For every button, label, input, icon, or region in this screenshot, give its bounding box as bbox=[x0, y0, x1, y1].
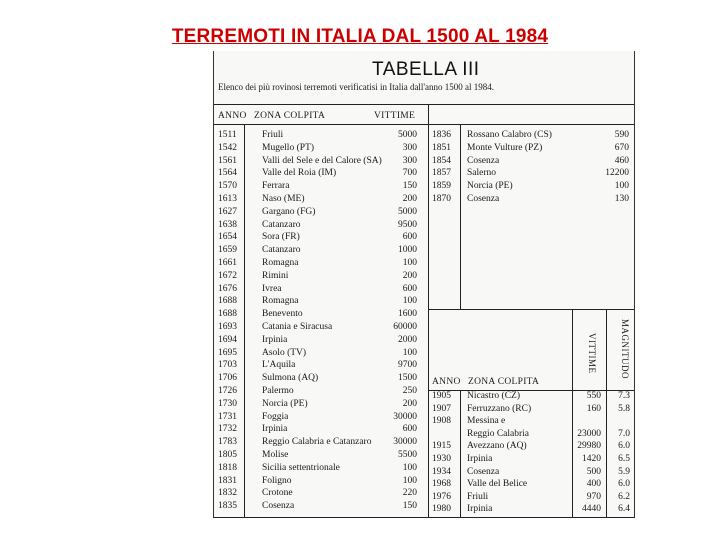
cell-zona: Friuli bbox=[467, 491, 489, 502]
header-magnitudo-vertical: MAGNITUDO bbox=[620, 319, 630, 379]
rule-middle bbox=[428, 104, 429, 517]
cell-magnitudo: 5.8 bbox=[618, 403, 630, 414]
cell-zona: Cosenza bbox=[467, 466, 500, 477]
cell-vittime: 100 bbox=[402, 347, 417, 358]
rule-header-bottom bbox=[214, 124, 634, 125]
cell-vittime: 1420 bbox=[582, 454, 601, 464]
cell-vittime: 100 bbox=[402, 258, 417, 268]
cell-vittime: 700 bbox=[402, 168, 417, 179]
cell-vittime: 5000 bbox=[398, 206, 417, 217]
cell-zona: Cosenza bbox=[467, 194, 500, 204]
header-vittime-vertical: VITTIME bbox=[587, 333, 597, 374]
cell-zona: Cosenza bbox=[262, 501, 295, 512]
cell-vittime: 9700 bbox=[398, 360, 417, 371]
cell-zona: Gargano (FG) bbox=[262, 206, 316, 217]
cell-vittime: 250 bbox=[402, 386, 417, 396]
cell-anno: 1703 bbox=[218, 360, 237, 371]
cell-zona: Salerno bbox=[467, 168, 497, 179]
cell-zona: Messina e bbox=[467, 416, 506, 427]
rule-left-anno bbox=[244, 124, 245, 517]
header-zona-modern: ZONA COLPITA bbox=[468, 377, 540, 387]
cell-anno: 1908 bbox=[432, 416, 451, 427]
table-caption: Elenco dei più rovinosi terremoti verificatisi in Italia dall'anno 1500 al 1984. bbox=[218, 82, 495, 92]
cell-anno: 1857 bbox=[432, 168, 451, 179]
rule-right-bottom-header bbox=[428, 390, 634, 391]
cell-anno: 1854 bbox=[432, 155, 451, 166]
cell-anno: 1976 bbox=[432, 491, 451, 502]
cell-anno: 1930 bbox=[432, 454, 451, 464]
cell-zona: Nicastro (CZ) bbox=[467, 391, 521, 401]
cell-zona: Ivrea bbox=[262, 283, 282, 294]
cell-vittime: 300 bbox=[402, 155, 417, 166]
cell-vittime: 200 bbox=[402, 194, 417, 204]
cell-anno: 1905 bbox=[432, 391, 451, 401]
cell-vittime: 2000 bbox=[398, 334, 417, 345]
rule-right-anno-bottom bbox=[460, 390, 461, 517]
cell-anno: 1732 bbox=[218, 424, 237, 435]
cell-anno: 1661 bbox=[218, 258, 237, 268]
cell-zona: Benevento bbox=[262, 309, 303, 320]
cell-magnitudo: 7.0 bbox=[618, 428, 630, 439]
cell-anno: 1561 bbox=[218, 155, 237, 166]
cell-anno: 1542 bbox=[218, 142, 237, 153]
cell-vittime: 670 bbox=[614, 142, 629, 153]
cell-zona: Ferruzzano (RC) bbox=[467, 403, 532, 414]
cell-magnitudo: 5.9 bbox=[618, 466, 630, 477]
cell-vittime: 550 bbox=[586, 391, 601, 401]
cell-zona: Valle del Belice bbox=[467, 479, 528, 490]
cell-vittime: 100 bbox=[402, 475, 417, 486]
cell-vittime: 460 bbox=[614, 155, 629, 166]
cell-vittime: 130 bbox=[614, 194, 629, 204]
cell-anno: 1934 bbox=[432, 466, 451, 477]
cell-zona: Molise bbox=[262, 450, 289, 460]
cell-vittime: 9500 bbox=[398, 219, 417, 230]
slide-title: TERREMOTI IN ITALIA DAL 1500 AL 1984 bbox=[171, 26, 549, 47]
rule-bottom bbox=[214, 517, 634, 518]
cell-zona: Catanzaro bbox=[262, 245, 301, 256]
cell-anno: 1968 bbox=[432, 479, 451, 490]
cell-vittime: 1000 bbox=[398, 245, 417, 256]
cell-zona: Foggia bbox=[262, 411, 289, 422]
cell-vittime: 600 bbox=[402, 283, 417, 294]
cell-vittime: 100 bbox=[402, 462, 417, 473]
cell-zona: Monte Vulture (PZ) bbox=[467, 142, 543, 153]
cell-zona: Palermo bbox=[262, 386, 294, 396]
cell-anno: 1654 bbox=[218, 232, 237, 243]
cell-anno: 1783 bbox=[218, 437, 237, 448]
cell-zona: Irpinia bbox=[262, 334, 288, 345]
cell-zona: Mugello (PT) bbox=[262, 142, 314, 153]
cell-vittime: 400 bbox=[586, 479, 601, 490]
cell-anno: 1676 bbox=[218, 283, 237, 294]
cell-anno: 1672 bbox=[218, 270, 237, 281]
cell-zona: Sora (FR) bbox=[262, 232, 300, 243]
cell-vittime: 160 bbox=[586, 403, 601, 414]
cell-zona: Catania e Siracusa bbox=[262, 322, 333, 332]
cell-anno: 1730 bbox=[218, 398, 237, 409]
cell-anno: 1851 bbox=[432, 142, 451, 153]
cell-zona: Norcia (PE) bbox=[467, 181, 513, 192]
cell-vittime: 150 bbox=[402, 181, 417, 192]
header-zona: ZONA COLPITA bbox=[254, 111, 326, 121]
cell-magnitudo: 6.0 bbox=[618, 479, 630, 490]
cell-zona: Crotone bbox=[262, 488, 293, 499]
cell-magnitudo: 6.5 bbox=[618, 454, 630, 464]
cell-vittime: 590 bbox=[614, 130, 629, 140]
cell-zona: Ferrara bbox=[262, 181, 290, 192]
cell-zona: Asolo (TV) bbox=[262, 347, 307, 358]
cell-zona: Cosenza bbox=[467, 155, 500, 166]
cell-zona: Friuli bbox=[262, 130, 284, 140]
cell-anno: 1638 bbox=[218, 219, 237, 230]
cell-anno: 1726 bbox=[218, 386, 237, 396]
cell-vittime: 600 bbox=[402, 424, 417, 435]
cell-anno: 1835 bbox=[218, 501, 237, 512]
cell-vittime: 60000 bbox=[393, 322, 417, 332]
header-vittime: VITTIME bbox=[374, 111, 416, 121]
cell-zona: Naso (ME) bbox=[262, 194, 305, 204]
cell-vittime: 1500 bbox=[398, 373, 417, 384]
cell-zona: Reggio Calabria bbox=[467, 428, 529, 439]
cell-vittime: 100 bbox=[402, 296, 417, 307]
cell-zona: Foligno bbox=[262, 475, 292, 486]
cell-vittime: 300 bbox=[402, 142, 417, 153]
cell-anno: 1870 bbox=[432, 194, 451, 204]
cell-zona: Romagna bbox=[262, 296, 299, 307]
cell-vittime: 200 bbox=[402, 398, 417, 409]
cell-anno: 1859 bbox=[432, 181, 451, 192]
table-title: TABELLA III bbox=[372, 59, 480, 80]
cell-anno: 1980 bbox=[432, 504, 451, 515]
cell-magnitudo: 6.0 bbox=[618, 441, 630, 452]
cell-zona: Reggio Calabria e Catanzaro bbox=[262, 437, 372, 448]
cell-anno: 1805 bbox=[218, 450, 237, 460]
cell-vittime: 500 bbox=[586, 466, 601, 477]
cell-zona: Sicilia settentrionale bbox=[262, 462, 340, 473]
cell-anno: 1915 bbox=[432, 441, 451, 452]
cell-vittime: 150 bbox=[402, 501, 417, 512]
cell-anno: 1694 bbox=[218, 334, 237, 345]
cell-vittime: 5500 bbox=[398, 450, 417, 460]
cell-zona: Valle del Roia (IM) bbox=[262, 168, 337, 179]
cell-vittime: 970 bbox=[586, 491, 601, 502]
cell-zona: L'Aquila bbox=[262, 360, 296, 371]
cell-anno: 1695 bbox=[218, 347, 237, 358]
cell-zona: Irpinia bbox=[467, 454, 493, 464]
cell-anno: 1818 bbox=[218, 462, 237, 473]
scanned-table-image bbox=[213, 51, 635, 518]
header-anno-modern: ANNO bbox=[432, 377, 461, 387]
cell-anno: 1511 bbox=[218, 130, 237, 140]
rule-top bbox=[214, 104, 634, 105]
cell-zona: Valli del Sele e del Calore (SA) bbox=[262, 155, 382, 166]
cell-magnitudo: 6.4 bbox=[618, 504, 630, 515]
cell-anno: 1731 bbox=[218, 411, 237, 422]
cell-anno: 1564 bbox=[218, 168, 237, 179]
cell-zona: Avezzano (AQ) bbox=[467, 441, 527, 452]
header-anno: ANNO bbox=[218, 111, 247, 121]
cell-vittime: 30000 bbox=[393, 411, 417, 422]
cell-anno: 1627 bbox=[218, 206, 237, 217]
cell-anno: 1688 bbox=[218, 296, 237, 307]
cell-vittime: 220 bbox=[402, 488, 417, 499]
cell-vittime: 12200 bbox=[605, 168, 629, 179]
cell-vittime: 30000 bbox=[393, 437, 417, 448]
cell-vittime: 100 bbox=[614, 181, 629, 192]
cell-anno: 1613 bbox=[218, 194, 237, 204]
cell-zona: Irpinia bbox=[467, 504, 493, 515]
cell-zona: Rimini bbox=[262, 270, 289, 281]
cell-zona: Catanzaro bbox=[262, 219, 301, 230]
cell-anno: 1832 bbox=[218, 488, 237, 499]
cell-vittime: 600 bbox=[402, 232, 417, 243]
cell-magnitudo: 6.2 bbox=[618, 491, 630, 502]
rule-right-anno bbox=[460, 124, 461, 309]
cell-anno: 1836 bbox=[432, 130, 451, 140]
cell-zona: Norcia (PE) bbox=[262, 398, 308, 409]
cell-anno: 1706 bbox=[218, 373, 237, 384]
cell-magnitudo: 7.3 bbox=[618, 391, 630, 401]
cell-zona: Romagna bbox=[262, 258, 299, 268]
cell-anno: 1688 bbox=[218, 309, 237, 320]
cell-zona: Sulmona (AQ) bbox=[262, 373, 319, 384]
cell-anno: 1659 bbox=[218, 245, 237, 256]
cell-zona: Irpinia bbox=[262, 424, 288, 435]
cell-vittime: 23000 bbox=[577, 428, 601, 439]
cell-zona: Rossano Calabro (CS) bbox=[467, 130, 552, 140]
cell-anno: 1907 bbox=[432, 403, 451, 414]
cell-vittime: 1600 bbox=[398, 309, 417, 320]
rule-right-mid bbox=[428, 309, 634, 310]
cell-anno: 1831 bbox=[218, 475, 237, 486]
cell-anno: 1570 bbox=[218, 181, 237, 192]
cell-vittime: 4440 bbox=[582, 504, 601, 515]
cell-anno: 1693 bbox=[218, 322, 237, 332]
cell-vittime: 200 bbox=[402, 270, 417, 281]
cell-vittime: 5000 bbox=[398, 130, 417, 140]
cell-vittime: 29980 bbox=[577, 441, 601, 452]
